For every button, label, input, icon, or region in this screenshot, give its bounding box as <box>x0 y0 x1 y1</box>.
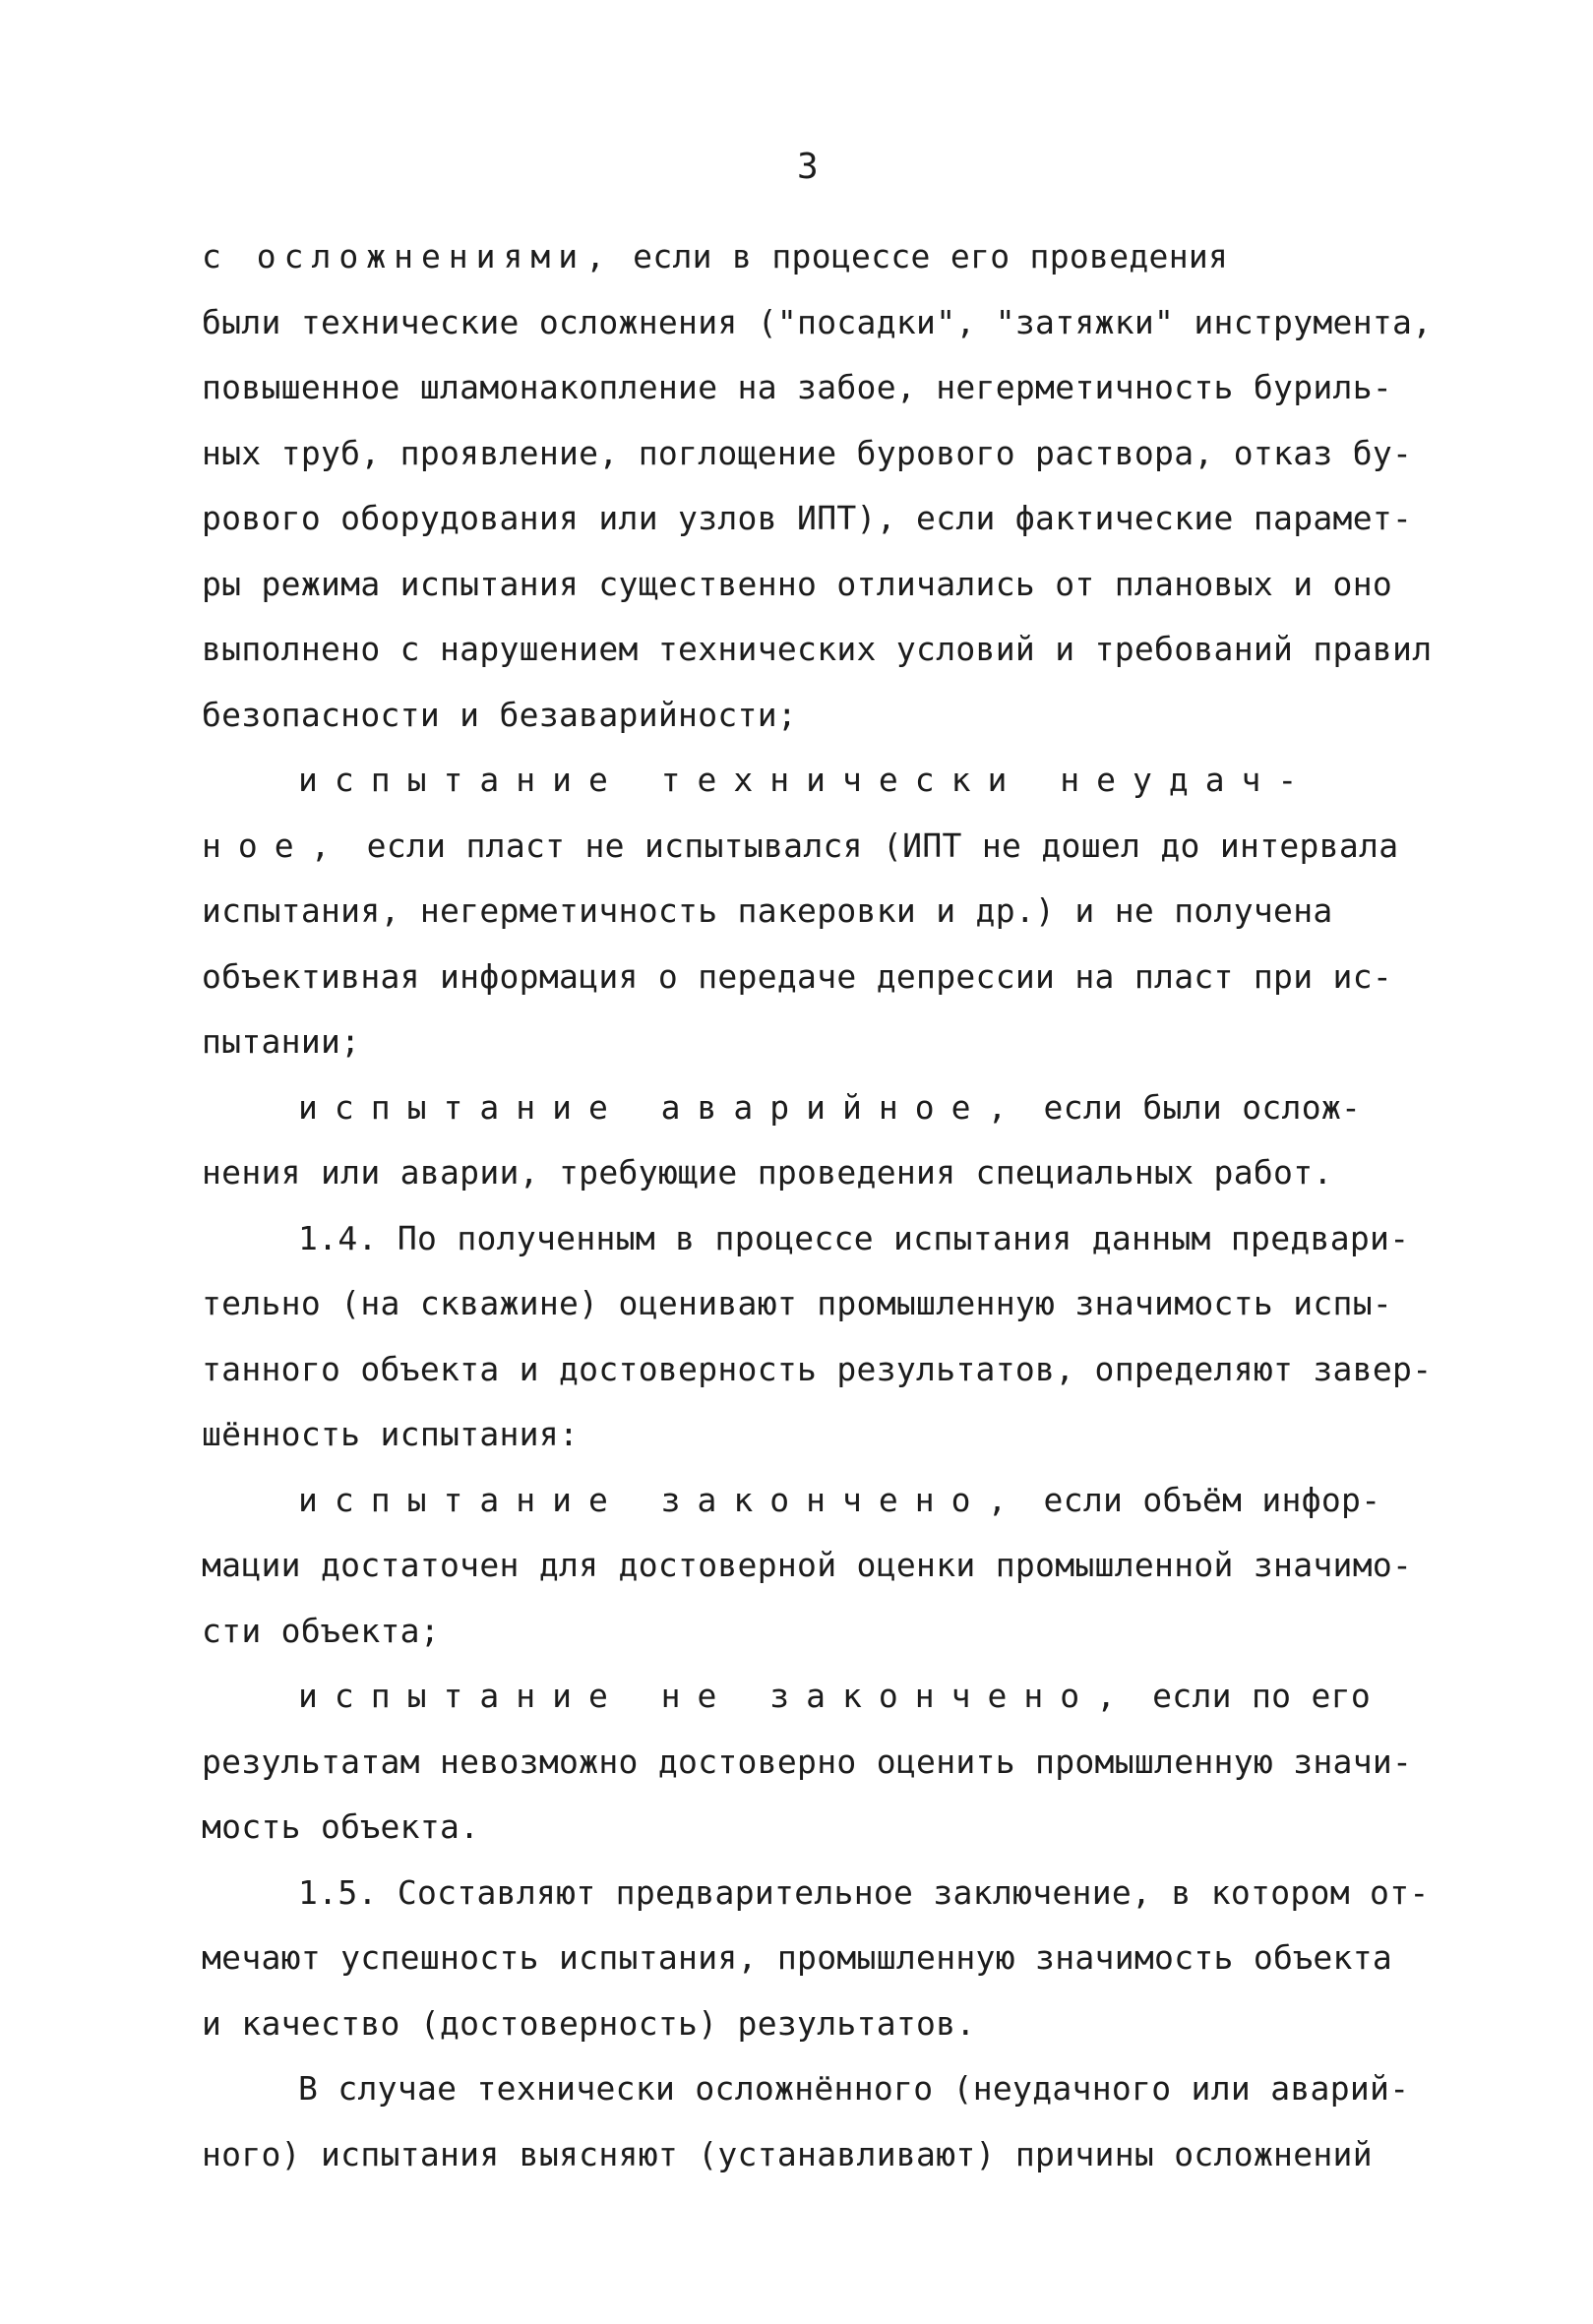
emphasized-term: испытание аварийное, <box>298 1087 1024 1127</box>
text-line: В случае технически осложнённого (неудачного или аварий- <box>298 2069 1410 2108</box>
text-line: повышенное шламонакопление на забое, негерметичность буриль- <box>202 368 1393 406</box>
text-line: результатам невозможно достоверно оценить промышленную значи- <box>202 1742 1413 1781</box>
text-line: шённость испытания: <box>202 1415 580 1453</box>
emphasized-term: испытание не закончено, <box>298 1677 1133 1715</box>
text-line: ры режима испытания существенно отличались от плановых и оно <box>202 564 1393 603</box>
text-line: ных труб, проявление, поглощение бурового раствора, отказ бу- <box>202 433 1413 472</box>
text-line: безопасности и безаварийности; <box>202 695 798 734</box>
text-line: тельно (на скважине) оценивают промышленную значимость испы- <box>202 1284 1393 1322</box>
text-line: и качество (достоверность) результатов. <box>202 2003 976 2043</box>
text-line: 1.4. По полученным в процессе испытания данным предвари- <box>298 1218 1410 1257</box>
text-line: были технические осложнения ("посадки", "затяжки" инструмента, <box>202 302 1433 341</box>
text-line: ного) испытания выясняют (устанавливают) причины осложнений <box>202 2134 1373 2173</box>
text-line: нения или аварии, требующие проведения специальных работ. <box>202 1153 1333 1192</box>
body-text <box>202 224 1451 2187</box>
page-number: 3 <box>797 147 819 187</box>
text-line: рового оборудования или узлов ИПТ), если фактические парамет- <box>202 499 1413 537</box>
text-line: выполнено с нарушением технических условий и требований правил <box>202 630 1433 668</box>
text-line: с осложнениями, если в процессе его проведения <box>202 237 1229 275</box>
text-line: 1.5. Составляют предварительное заключение, в котором от- <box>298 1872 1430 1912</box>
text-line: танного объекта и достоверность результатов, определяют завер- <box>202 1349 1433 1388</box>
text-line: испытание не закончено, если по его <box>298 1677 1371 1715</box>
text-line: ное, если пласт не испытывался (ИПТ не дошел до интервала <box>202 826 1399 865</box>
emphasized-term: испытание технически неудач- <box>298 761 1315 799</box>
text-line: испытание закончено, если объём инфор- <box>298 1480 1381 1519</box>
text-line: мечают успешность испытания, промышленную значимость объекта <box>202 1938 1393 1977</box>
text-line: сти объекта; <box>202 1611 441 1650</box>
emphasized-term: с осложнениями, <box>202 237 614 275</box>
text-line: мации достаточен для достоверной оценки промышленной значимо- <box>202 1546 1413 1584</box>
text-line: испытания, негерметичность пакеровки и др.) и не получена <box>202 891 1333 930</box>
text-line: объективная информация о передаче депрессии на пласт при ис- <box>202 956 1393 996</box>
text-line: мость объекта. <box>202 1807 480 1846</box>
text-line: пытании; <box>202 1022 361 1061</box>
text-line: испытание аварийное, если были ослож- <box>298 1087 1362 1127</box>
emphasized-term: испытание закончено, <box>298 1480 1024 1519</box>
emphasized-term: ное, <box>202 826 347 865</box>
